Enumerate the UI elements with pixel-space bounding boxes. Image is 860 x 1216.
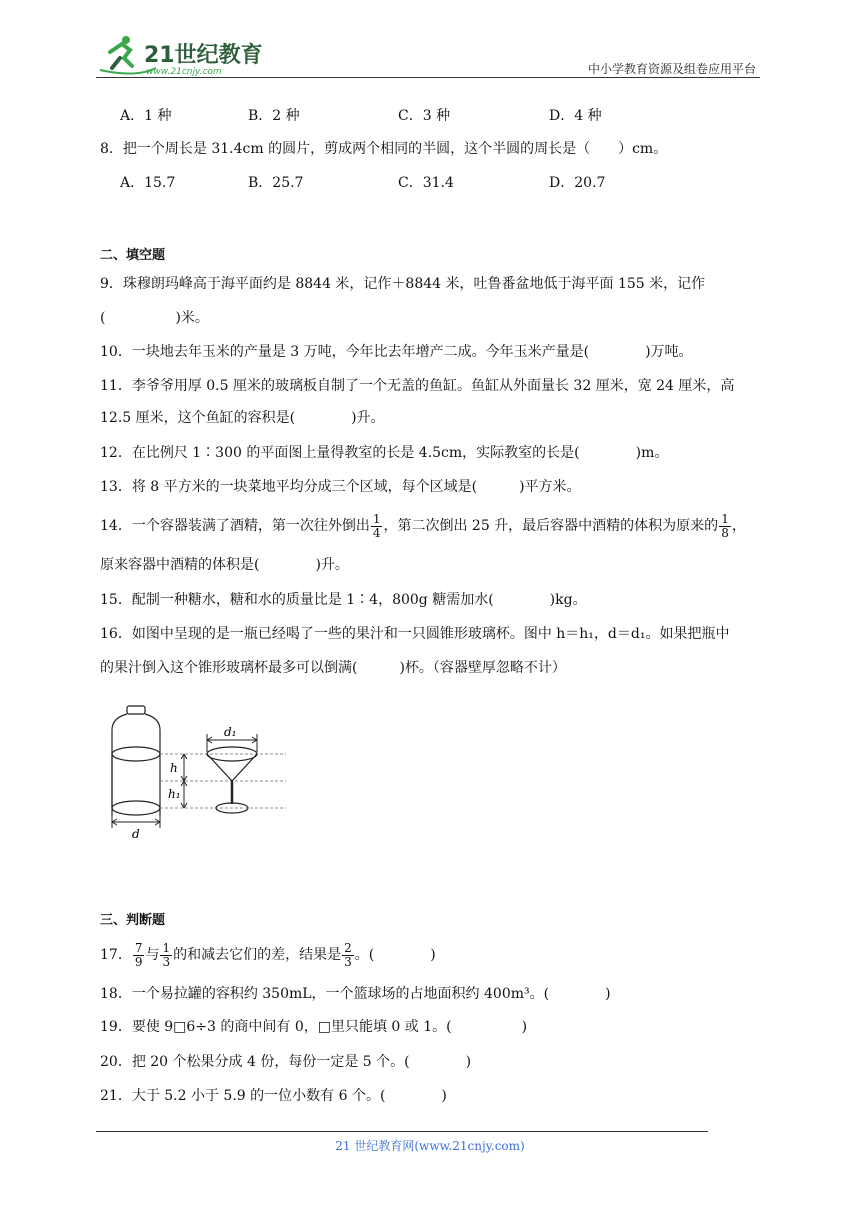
fraction-one-third: $\frac{1}{3}$ <box>162 940 171 969</box>
question-13: 13．将 8 平方米的一块菜地平均分成三个区域，每个区域是( )平方米。 <box>100 479 581 495</box>
label-d: d <box>132 827 140 841</box>
question-16-line2: 的果汁倒入这个锥形玻璃杯最多可以倒满( )杯。（容器壁厚忽略不计） <box>100 660 566 676</box>
question-9-line2: ( )米。 <box>100 310 209 326</box>
question-14-line2: 原来容器中酒精的体积是( )升。 <box>100 557 349 573</box>
section-judgement-title: 三、判断题 <box>100 913 166 928</box>
fraction-seven-ninths: $\frac{7}{9}$ <box>134 940 143 969</box>
q7-option-d: D．4 种 <box>549 108 602 124</box>
header-platform-name: 中小学教育资源及组卷应用平台 <box>587 62 756 76</box>
fraction-one-eighth: $\frac{1}{8}$ <box>721 511 729 540</box>
footer-divider <box>96 1131 708 1132</box>
label-h1: h₁ <box>168 787 181 801</box>
q7-option-b: B．2 种 <box>248 108 300 124</box>
q8-option-a: A．15.7 <box>120 175 176 191</box>
question-12: 12．在比例尺 1∶300 的平面图上量得教室的长是 4.5cm，实际教室的长是( )m。 <box>100 445 669 461</box>
question-20: 20．把 20 个松果分成 4 份，每份一定是 5 个。( ) <box>100 1054 472 1070</box>
question-11-line2: 12.5 厘米，这个鱼缸的容积是( )升。 <box>100 410 385 426</box>
header-divider <box>96 77 760 78</box>
bottle-shape <box>112 706 160 816</box>
question-8: 8．把一个周长是 31.4cm 的圆片，剪成两个相同的半圆，这个半圆的周长是（ ）cm。 <box>100 141 668 157</box>
q14-text-2: ，第二次倒出 25 升，最后容器中酒精的体积为原来的 <box>383 518 719 534</box>
q7-option-c: C．3 种 <box>398 108 451 124</box>
question-16-line1: 16．如图中呈现的是一瓶已经喝了一些的果汁和一只圆锥形玻璃杯。图中 h＝h₁，d＝d₁。如果把瓶中 <box>100 626 730 642</box>
logo-url: www.21cnjy.com <box>146 67 222 77</box>
label-h: h <box>170 761 178 775</box>
question-9-line1: 9．珠穆朗玛峰高于海平面约是 8844 米，记作＋8844 米，吐鲁番盆地低于海平面 155 米，记作 <box>100 276 706 292</box>
question-15: 15．配制一种糖水，糖和水的质量比是 1∶4，800g 糖需加水( )kg。 <box>100 592 587 608</box>
fraction-two-thirds: $\frac{2}{3}$ <box>344 940 352 969</box>
cone-glass-shape <box>207 747 257 813</box>
bottle-cone-diagram <box>100 704 300 844</box>
q7-option-a: A．1 种 <box>120 108 172 124</box>
q8-option-c: C．31.4 <box>398 175 454 191</box>
section-fill-in-title: 二、填空题 <box>100 248 166 263</box>
bottle-and-cone-figure <box>100 704 300 844</box>
question-19: 19．要使 9□6÷3 的商中间有 0，□里只能填 0 或 1。( ) <box>100 1019 528 1035</box>
q8-option-b: B．25.7 <box>248 175 304 191</box>
question-11-line1: 11．李爷爷用厚 0.5 厘米的玻璃板自制了一个无盖的鱼缸。鱼缸从外面量长 32 厘米，宽 24 厘米，高 <box>100 378 735 394</box>
label-d1: d₁ <box>224 725 237 739</box>
q8-option-d: D．20.7 <box>549 175 606 191</box>
question-18: 18．一个易拉罐的容积约 350mL，一个篮球场的占地面积约 400m³。( ) <box>100 986 611 1002</box>
question-17: 17． $\frac{7}{9}$ 与 $\frac{1}{3}$ 的和减去它们的差，结果是 $\frac{2}{3}$ 。( ) <box>100 940 436 969</box>
question-21: 21．大于 5.2 小于 5.9 的一位小数有 6 个。( ) <box>100 1088 447 1104</box>
q14-text-3: ， <box>731 518 746 534</box>
fraction-one-quarter: $\frac{1}{4}$ <box>372 511 381 540</box>
question-14-line1 <box>100 512 746 540</box>
question-10: 10．一块地去年玉米的产量是 3 万吨，今年比去年增产二成。今年玉米产量是( )万吨。 <box>100 344 693 360</box>
footer-site-link[interactable]: 21 世纪教育网(www.21cnjy.com) <box>335 1139 525 1153</box>
site-logo <box>96 30 266 80</box>
logo-text: 21世纪教育 <box>144 43 263 68</box>
q14-text-1: 14．一个容器装满了酒精，第一次往外倒出 <box>100 518 370 534</box>
